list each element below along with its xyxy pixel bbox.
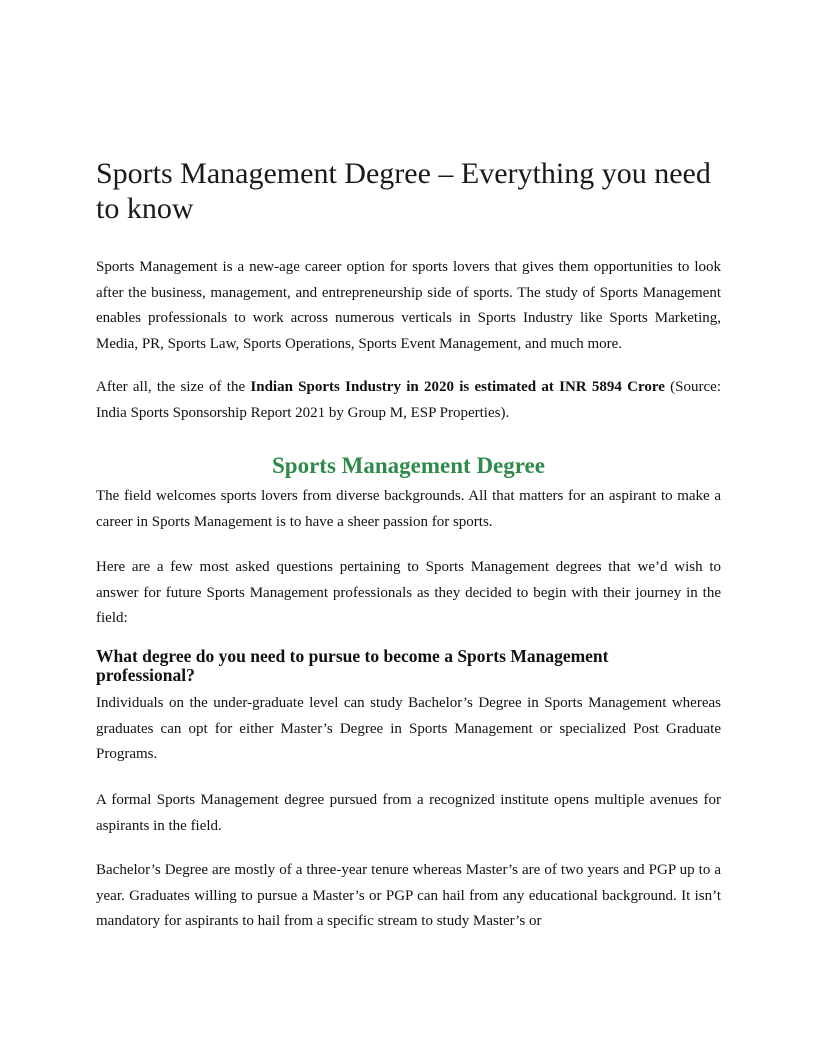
intro-paragraph: Sports Management is a new-age career option for sports lovers that gives them opportunities to look after the business, management, and entrepreneurship side of sports. The study of Sports Management enables professionals to work across numerous verticals in Sports Industry like Sports Marketing, Media, PR, Sports Law, Sports Operations, Sports Event Management, and much more. — [96, 259, 721, 352]
field-paragraph: The field welcomes sports lovers from diverse backgrounds. All that matters for an aspirant to make a career in Sports Management is to have a sheer passion for sports. — [96, 488, 721, 530]
formal-degree-paragraph: A formal Sports Management degree pursued from a recognized institute opens multiple avenues for aspirants in the field. — [96, 792, 721, 834]
industry-size-highlight: Indian Sports Industry in 2020 is estimated at INR 5894 Crore — [250, 379, 665, 395]
page-title: Sports Management Degree – Everything you need to know — [96, 157, 711, 225]
industry-size-paragraph — [96, 375, 721, 426]
degree-paragraph: Individuals on the under-graduate level can study Bachelor’s Degree in Sports Management whereas graduates can opt for either Master’s Degree in Sports Management or specialized Post Graduate Programs. — [96, 695, 721, 762]
section-heading: Sports Management Degree — [272, 453, 545, 478]
questions-intro-paragraph: Here are a few most asked questions pertaining to Sports Management degrees that we’d wish to answer for future Sports Management professionals as they decided to begin with their journey in the field: — [96, 559, 721, 626]
industry-size-text-after: (Source: India Sports Sponsorship Report 2021 by Group M, ESP Properties). — [96, 379, 721, 421]
question-heading: What degree do you need to pursue to become a Sports Management professional? — [96, 646, 609, 685]
industry-size-text-before: After all, the size of the — [96, 379, 251, 395]
tenure-paragraph: Bachelor’s Degree are mostly of a three-year tenure whereas Master’s are of two years and PGP up to a year. Graduates willing to pursue a Master’s or PGP can hail from any educational background. It isn’t mandatory for aspirants to hail from a specific stream to study Master’s or — [96, 862, 721, 929]
